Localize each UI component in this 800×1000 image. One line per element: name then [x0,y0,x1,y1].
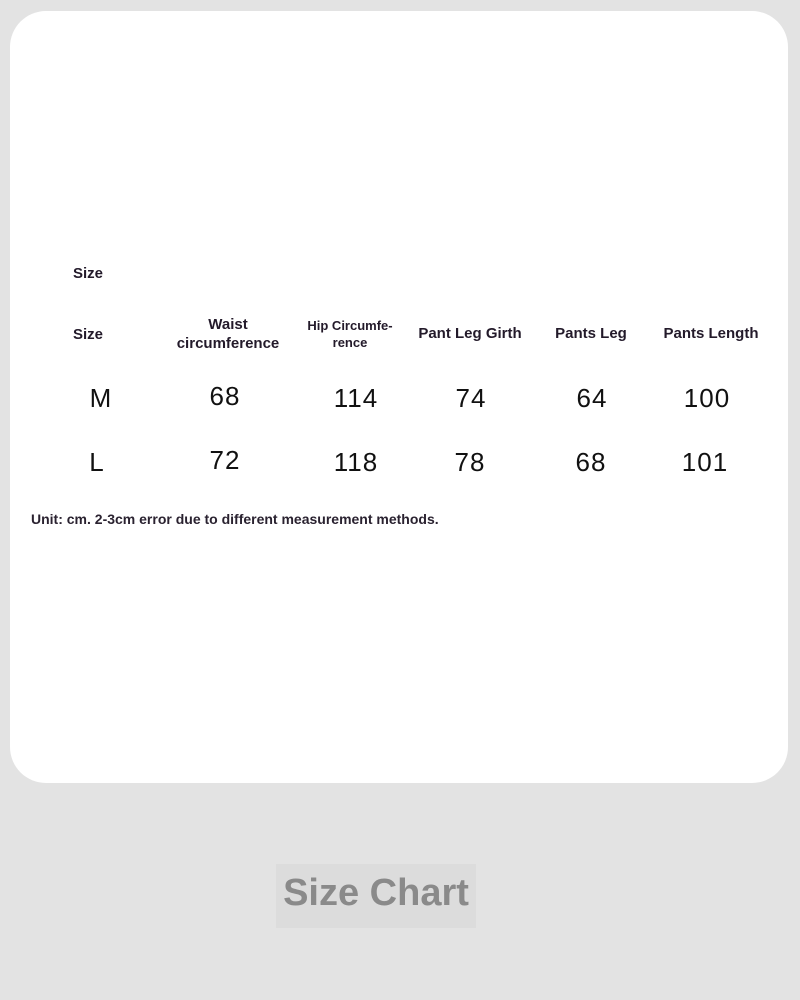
table-cell-pant-leg-girth: 74 [455,383,487,413]
size-chart-caption: Size Chart [283,872,469,914]
size-chart-card [10,11,788,783]
size-heading: Size [73,265,104,282]
table-cell-pant-leg-girth: 78 [454,447,486,477]
table-cell-hip: 118 [333,447,379,477]
header-pants-length: Pants Length [663,325,759,342]
table-cell-pants-length: 101 [681,447,729,477]
header-pants-leg: Pants Leg [555,325,627,342]
header-hip: Hip Circumfe- rence [307,318,393,350]
table-cell-waist: 72 [209,445,241,475]
table-cell-pants-leg: 64 [576,383,608,413]
table-cell-pants-leg: 68 [575,447,607,477]
table-cell-hip: 114 [333,383,379,413]
table-cell-waist: 68 [209,381,241,411]
header-pant-leg-girth: Pant Leg Girth [418,325,522,342]
header-waist: Waist circumference [176,316,280,352]
table-cell-size: M [89,383,113,413]
table-cell-pants-length: 100 [683,383,731,413]
header-size: Size [72,326,104,343]
table-cell-size: L [89,447,105,477]
size-table [10,11,788,783]
measurement-note: Unit: cm. 2-3cm error due to different measurement methods. [31,511,439,527]
